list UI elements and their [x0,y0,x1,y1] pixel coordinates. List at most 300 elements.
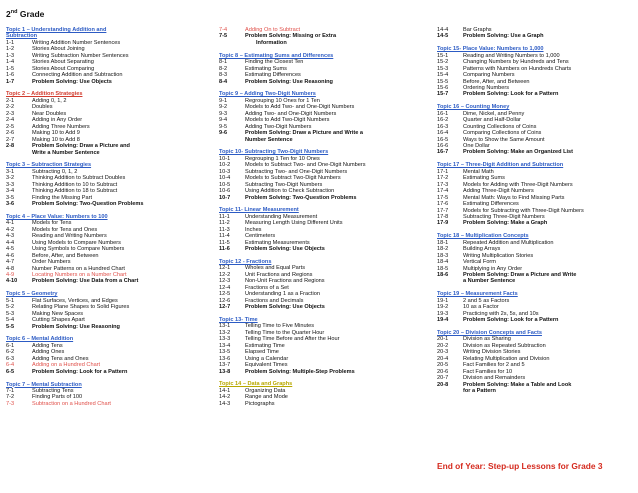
topic-heading: Topic 16 – Counting Money [437,104,510,111]
lesson-title: Adding on a Hundred Chart [32,362,101,369]
lesson-title: Adding Tens and Ones [32,355,89,362]
lesson-title: Telling Time to Five Minutes [245,323,315,330]
lesson-number: 10-6 [219,188,231,195]
lesson-title: Reading and Writing Numbers [32,233,107,240]
lesson-number: 11-5 [219,239,230,246]
lesson-title: Problem Solving: Use Objects [32,78,112,85]
lesson-row [437,278,635,284]
grade-word: Grade [17,9,45,19]
lesson-title: Division as Repeated Subtraction [463,342,546,349]
lesson-number [437,278,463,284]
lesson-number: 6-5 [6,368,15,375]
lesson-title: Adding Tens [32,342,63,349]
lesson-number: 9-5 [219,123,228,130]
lesson-title: Telling Time Before and After the Hour [245,336,340,343]
lesson-title: Regrouping 10 Ones for 1 Ten [245,97,320,104]
lesson-title: Equivalent Times [245,362,288,369]
lesson-title: Inches [245,226,262,233]
lesson-number: 17-1 [437,168,449,175]
lesson-title: Estimating Time [245,342,285,349]
lesson-title: Patterns with Numbers on Hundreds Charts [463,65,572,72]
topic-heading: Topic 18 – Multiplication Concepts [437,233,529,240]
lesson-number: 15-7 [437,91,449,98]
lesson-title: Finding Parts of 100 [32,394,83,401]
lesson-title: Problem Solving: Use Objects [245,304,325,311]
lesson-number: 3-3 [6,181,15,188]
topic-heading: Topic 11- Linear Measurement [219,207,299,214]
lesson-title: Adding Two-Digit Numbers [245,123,312,130]
lesson-title: Problem Solving: Look for a Pattern [463,91,559,98]
lesson-number: 3-4 [6,188,15,195]
page-title [6,9,44,19]
lesson-number: 16-4 [437,130,449,137]
lesson-number: 13-3 [219,336,231,343]
lesson-title: Fractions and Decimals [245,297,304,304]
lesson-number: 1-5 [6,65,15,72]
lesson-title: Estimating Measurements [245,239,310,246]
lesson-number: 4-10 [6,278,18,285]
lesson-row [437,33,635,39]
lesson-number: 13-2 [219,329,231,336]
lesson-number: 8-2 [219,65,228,72]
lesson-title: Fact Families for 2 and 5 [463,362,525,369]
lesson-row [6,201,204,207]
topic-heading: Topic 4 – Place Value: Numbers to 100 [6,213,108,220]
lesson-title: Near Doubles [32,110,67,117]
lesson-title: One Dollar [463,143,490,150]
lesson-title: Problem Solving: Use a Graph [463,33,544,40]
lesson-number: 20-7 [437,375,449,382]
topic-section [437,104,635,156]
lesson-number: 15-1 [437,52,449,59]
lesson-number: 1-4 [6,59,15,66]
lesson-number: 6-3 [6,355,15,362]
lesson-number: 4-3 [6,233,15,240]
lesson-number: 14-1 [219,387,231,394]
lesson-title: Understanding Measurement [245,213,318,220]
lesson-number: 1-7 [6,78,15,85]
lesson-number: 17-9 [437,220,449,227]
lesson-title: Estimating Differences [245,72,301,79]
lesson-number: 3-5 [6,194,15,201]
lesson-title: Doubles [32,104,53,111]
lesson-number: 11-3 [219,226,230,233]
lesson-number: 15-4 [437,72,449,79]
lesson-title: 2 and 5 as Factors [463,297,510,304]
lesson-number: 2-2 [6,104,15,111]
topic-heading: Topic 10- Subtracting Two-Digit Numbers [219,149,329,156]
lesson-title: Problem Solving: Make an Organized List [463,149,574,156]
lesson-title: Subtracting Tens [32,388,74,394]
lesson-title: Before, After, and Between [463,78,530,85]
lesson-title: Practicing with 2s, 5s, and 10s [463,310,539,317]
lesson-number [437,388,463,394]
lesson-title: Flat Surfaces, Vertices, and Edges [32,297,118,304]
lesson-title: Fact Families for 10 [463,368,513,375]
lesson-number: 3-6 [6,201,15,208]
lesson-number: 2-4 [6,117,15,124]
lesson-title: Unit Fractions and Regions [245,271,313,278]
lesson-number: 12-3 [219,278,231,285]
lesson-number: 16-7 [437,149,449,156]
lesson-title: Reading and Writing Numbers to 1,000 [463,52,560,59]
lesson-number: 10-7 [219,194,231,201]
lesson-title: Problem Solving: Look for a Pattern [463,317,559,324]
lesson-number: 5-4 [6,317,15,324]
topic-heading: Topic 8 – Estimating Sums and Differences [219,52,334,59]
lesson-title: Mental Math: Ways to Find Missing Parts [463,194,565,201]
lesson-row [6,401,204,407]
topic-section [6,214,204,285]
lesson-title: Building Arrays [463,246,501,253]
lesson-number: 1-2 [6,46,15,53]
lesson-number: 20-3 [437,349,449,356]
lesson-title: Problem Solving: Look for a Pattern [32,368,128,375]
lesson-title: Regrouping 1 Ten for 10 Ones [245,155,320,162]
lesson-number: 1-6 [6,72,15,79]
lesson-number: 14-3 [219,400,231,407]
lesson-number: 18-2 [437,246,449,253]
lesson-number: 4-8 [6,265,15,272]
lesson-title: Writing Multiplication Stories [463,252,534,259]
lesson-title: a Number Sentence [463,278,516,285]
lesson-title: Understanding 1 as a Fraction [245,291,320,298]
lesson-row [6,150,204,156]
lesson-title: Information [256,39,287,46]
lesson-number: 18-6 [437,271,449,278]
lesson-title: Comparing Collections of Coins [463,130,542,137]
lesson-title: Stories About Separating [32,59,94,66]
lesson-title: Elapsed Time [245,349,279,356]
topic-heading: Topic 6 – Mental Addition [6,336,74,343]
lesson-number: 11-6 [219,246,230,253]
lesson-title: 10 as a Factor [463,304,499,311]
lesson-title: Organizing Data [245,387,286,394]
lesson-number: 11-1 [219,213,230,220]
lesson-title: Counting Collections of Coins [463,123,537,130]
lesson-title: Estimating Sums [245,65,287,72]
lesson-title: Ways to Show the Same Amount [463,136,545,143]
lesson-number: 2-1 [6,97,15,104]
lesson-row [6,369,204,375]
topic-heading: Topic 7 – Mental Subtraction [6,381,82,388]
lesson-title: Problem Solving: Multiple-Step Problems [245,368,355,375]
lesson-title: Models for Adding with Three-Digit Numbers [463,181,573,188]
lesson-number: 17-3 [437,181,449,188]
topic-heading: Topic 12 - Fractions [219,259,272,265]
lesson-number: 16-3 [437,123,449,130]
lesson-title: Using a Calendar [245,355,289,362]
lesson-number: 4-1 [6,220,15,227]
lesson-number: 20-5 [437,362,449,369]
lesson-title: Problem Solving: Use Objects [245,246,325,253]
lesson-row [6,278,204,284]
lesson-number: 5-1 [6,297,15,304]
lesson-number: 14-5 [437,33,449,40]
lesson-title: Using Symbols to Compare Numbers [32,246,125,253]
lesson-number: 15-6 [437,85,449,92]
lesson-number: 19-1 [437,297,449,304]
lesson-number: 17-8 [437,213,449,220]
topic-heading: Topic 13- Time [219,317,258,324]
topic-section [219,53,419,85]
lesson-number: 14-2 [219,394,231,401]
lesson-number: 15-5 [437,78,449,85]
lesson-number: 17-7 [437,207,449,214]
lesson-number: 4-5 [6,246,15,253]
lesson-title: Problem Solving: Draw a Picture and [32,143,130,150]
lesson-number: 5-5 [6,323,15,330]
lesson-number: 13-6 [219,355,231,362]
lesson-number: 8-4 [219,78,228,85]
lesson-number: 15-2 [437,59,449,66]
lesson-number: 16-6 [437,143,449,150]
lesson-number [219,40,245,46]
lesson-number: 6-1 [6,342,15,349]
lesson-title: Locating Numbers on a Number Chart [32,272,127,279]
topic-heading: Topic 9 – Adding Two-Digit Numbers [219,91,316,98]
lesson-number: 14-4 [437,27,449,33]
topic-section [6,91,204,156]
lesson-title: Adding Two- and One-Digit Numbers [245,110,337,117]
lesson-title: Problem Solving: Two-Question Problems [32,201,144,208]
lesson-title: Adding Three Numbers [32,123,90,130]
lesson-row [437,220,635,226]
footer-note: End of Year: Step-up Lessons for Grade 3 [437,461,603,471]
lesson-number: 13-7 [219,362,231,369]
lesson-number: 10-1 [219,155,231,162]
lesson-title: Problem Solving: Two-Question Problems [245,194,357,201]
lesson-number: 12-6 [219,297,231,304]
lesson-number: 20-2 [437,342,449,349]
lesson-title: Number Sentence [245,136,293,143]
lesson-title: Writing Division Stories [463,349,521,356]
lesson-title: Using Models to Compare Numbers [32,239,121,246]
lesson-number: 9-1 [219,97,228,104]
lesson-title: Models for Tens [32,220,72,227]
lesson-number: 20-8 [437,381,449,388]
lesson-number: 18-1 [437,239,449,246]
lesson-title: Repeated Addition and Multiplication [463,239,554,246]
lesson-title: Multiplying in Any Order [463,265,523,272]
lesson-row [219,246,419,252]
lesson-title: Changing Numbers by Hundreds and Tens [463,59,569,66]
lesson-number: 10-4 [219,175,231,182]
lesson-title: Finding the Missing Part [32,194,93,201]
lesson-number: 13-4 [219,342,231,349]
lesson-title: Connecting Addition and Subtraction [32,72,123,79]
lesson-title: Subtracting Two- and One-Digit Numbers [245,168,348,175]
lesson-number: 18-4 [437,259,449,266]
lesson-number: 17-6 [437,201,449,208]
lesson-number: 6-2 [6,349,15,356]
lesson-number: 4-6 [6,252,15,259]
lesson-title: Problem Solving: Draw a Picture and Write a [245,130,364,137]
topic-heading: Topic 14 – Data and Graphs [219,381,293,388]
lesson-row [219,304,419,310]
lesson-title: Non-Unit Fractions and Regions [245,278,325,285]
lesson-number: 20-1 [437,336,449,343]
topic-section [437,27,635,40]
lesson-title: Adding On to Subtract [245,27,301,33]
topic-section [219,91,419,143]
lesson-number: 17-4 [437,188,449,195]
lesson-title: Division and Remainders [463,375,526,382]
topic-section [6,162,204,207]
lesson-title: Problem Solving: Make a Graph [463,220,548,227]
lesson-number [6,150,32,156]
lesson-number: 2-7 [6,136,15,143]
lesson-number: 17-5 [437,194,449,201]
topic-section [219,317,419,375]
lesson-title: Models to Subtract Two-Digit Numbers [245,175,341,182]
topic-heading: Topic 3 – Subtraction Strategies [6,162,92,169]
grade-suffix: nd [10,9,18,16]
topic-section [6,291,204,330]
lesson-number: 16-5 [437,136,449,143]
lesson-number: 7-4 [219,27,228,33]
lesson-number: 3-2 [6,175,15,182]
lesson-number: 9-4 [219,117,228,124]
lesson-title: Telling Time to the Quarter Hour [245,329,325,336]
lesson-title: Estimating Differences [463,201,519,208]
lesson-number: 7-3 [6,400,15,407]
lesson-number: 2-5 [6,123,15,130]
lesson-title: Quarter and Half-Dollar [463,117,521,124]
lesson-title: Models for Tens and Ones [32,226,98,233]
lesson-title: Ordering Numbers [463,85,510,92]
lesson-row [437,91,635,97]
lesson-row [219,79,419,85]
lesson-number: 18-5 [437,265,449,272]
lesson-number: 10-2 [219,162,231,169]
lesson-title: Models for Subtracting with Three-Digit Numbers [463,207,584,214]
lesson-number: 4-7 [6,259,15,266]
lesson-title: Order Numbers [32,259,71,266]
topic-section [6,27,204,85]
lesson-title: Range and Mode [245,394,288,401]
lesson-number: 6-4 [6,362,15,369]
lesson-title: Writing Addition Number Sentences [32,39,121,46]
lesson-row [219,40,419,46]
lesson-title: Models to Add Two- and One-Digit Numbers [245,104,355,111]
lesson-number: 20-6 [437,368,449,375]
lesson-number: 9-2 [219,104,228,111]
lesson-row [219,137,419,143]
topic-heading: Topic 15- Place Value: Numbers to 1,000 [437,46,544,53]
lesson-title: Making 10 to Add 9 [32,130,80,137]
lesson-title: Division as Sharing [463,336,511,343]
lesson-number: 16-2 [437,117,449,124]
lesson-number: 11-2 [219,220,230,227]
lesson-title: Mental Math [463,168,494,175]
lesson-title: Making New Spaces [32,310,83,317]
lesson-number: 10-3 [219,168,231,175]
lesson-number: 1-1 [6,39,15,46]
lesson-title: Stories About Joining [32,46,85,53]
grade-number: 2 [6,9,11,19]
lesson-number: 12-2 [219,271,231,278]
lesson-number: 3-1 [6,168,15,175]
topic-section [437,291,635,323]
topic-heading: Topic 2 – Addition Strategies [6,91,83,98]
topic-section [219,259,419,311]
topic-section [219,27,419,46]
lesson-title: Bar Graphs [463,27,492,33]
lesson-number: 4-9 [6,272,15,279]
lesson-title: Subtracting 0, 1, 2 [32,168,78,175]
lesson-title: Problem Solving: Use Reasoning [245,78,333,85]
lesson-title: Comparing Numbers [463,72,515,79]
lesson-number: 16-1 [437,110,449,117]
lesson-number: 17-2 [437,175,449,182]
lesson-number: 7-5 [219,33,228,40]
lesson-title: Making 10 to Add 8 [32,136,80,143]
lesson-row [219,401,419,407]
topic-heading: Topic 1 – Understanding Addition and [6,27,107,33]
lesson-title: Thinking Addition to Subtract Doubles [32,175,126,182]
lesson-row [6,79,204,85]
topic-heading: Topic 17 – Three-Digit Addition and Subtraction [437,162,564,169]
lesson-title: Subtracting Three-Digit Numbers [463,213,545,220]
lesson-title: Using Addition to Check Subtraction [245,188,335,195]
lesson-number: 5-2 [6,304,15,311]
topic-section [219,381,419,407]
lesson-title: Vertical Form [463,259,496,266]
lesson-number: 8-1 [219,59,228,66]
lesson-title: Relating Multiplication and Division [463,355,550,362]
lesson-row [219,369,419,375]
lesson-number: 19-3 [437,310,449,317]
lesson-title: Number Patterns on a Hundred Chart [32,265,125,272]
lesson-number: 20-4 [437,355,449,362]
lesson-title: for a Pattern [463,388,496,394]
lesson-title: Before, After, and Between [32,252,99,259]
lesson-row [6,324,204,330]
lesson-number: 13-8 [219,368,231,375]
column-1 [6,27,204,414]
lesson-number: 2-8 [6,143,15,150]
lesson-title: Write a Number Sentence [32,149,100,156]
topic-section [437,233,635,285]
lesson-number: 10-5 [219,181,231,188]
lesson-title: Finding the Closest Ten [245,59,304,66]
lesson-title: Dime, Nickel, and Penny [463,110,525,117]
lesson-number: 19-2 [437,304,449,311]
column-2 [219,27,419,414]
lesson-number: 12-1 [219,265,231,272]
lesson-number: 4-2 [6,226,15,233]
lesson-number: 4-4 [6,239,15,246]
lesson-title: Centimeters [245,233,276,240]
lesson-title: Relating Plane Shapes to Solid Figures [32,304,130,311]
lesson-number: 12-5 [219,291,231,298]
column-3 [437,27,635,401]
lesson-number: 8-3 [219,72,228,79]
lesson-row [437,388,635,394]
topic-heading: Subtraction [6,33,38,40]
lesson-title: Cutting Shapes Apart [32,317,85,324]
lesson-title: Subtraction on a Hundred Chart [32,400,111,407]
lesson-title: Models to Subtract Two- and One-Digit Numbers [245,162,366,169]
lesson-title: Thinking Addition to 18 to Subtract [32,188,118,195]
lesson-title: Estimating Sums [463,175,505,182]
lesson-title: Thinking Addition to 10 to Subtract [32,181,118,188]
lesson-title: Problem Solving: Missing or Extra [245,33,337,40]
topic-heading: Topic 19 – Measurement Facts [437,291,518,298]
lesson-title: Adding 0, 1, 2 [32,97,67,104]
lesson-title: Fractions of a Set [245,284,289,291]
